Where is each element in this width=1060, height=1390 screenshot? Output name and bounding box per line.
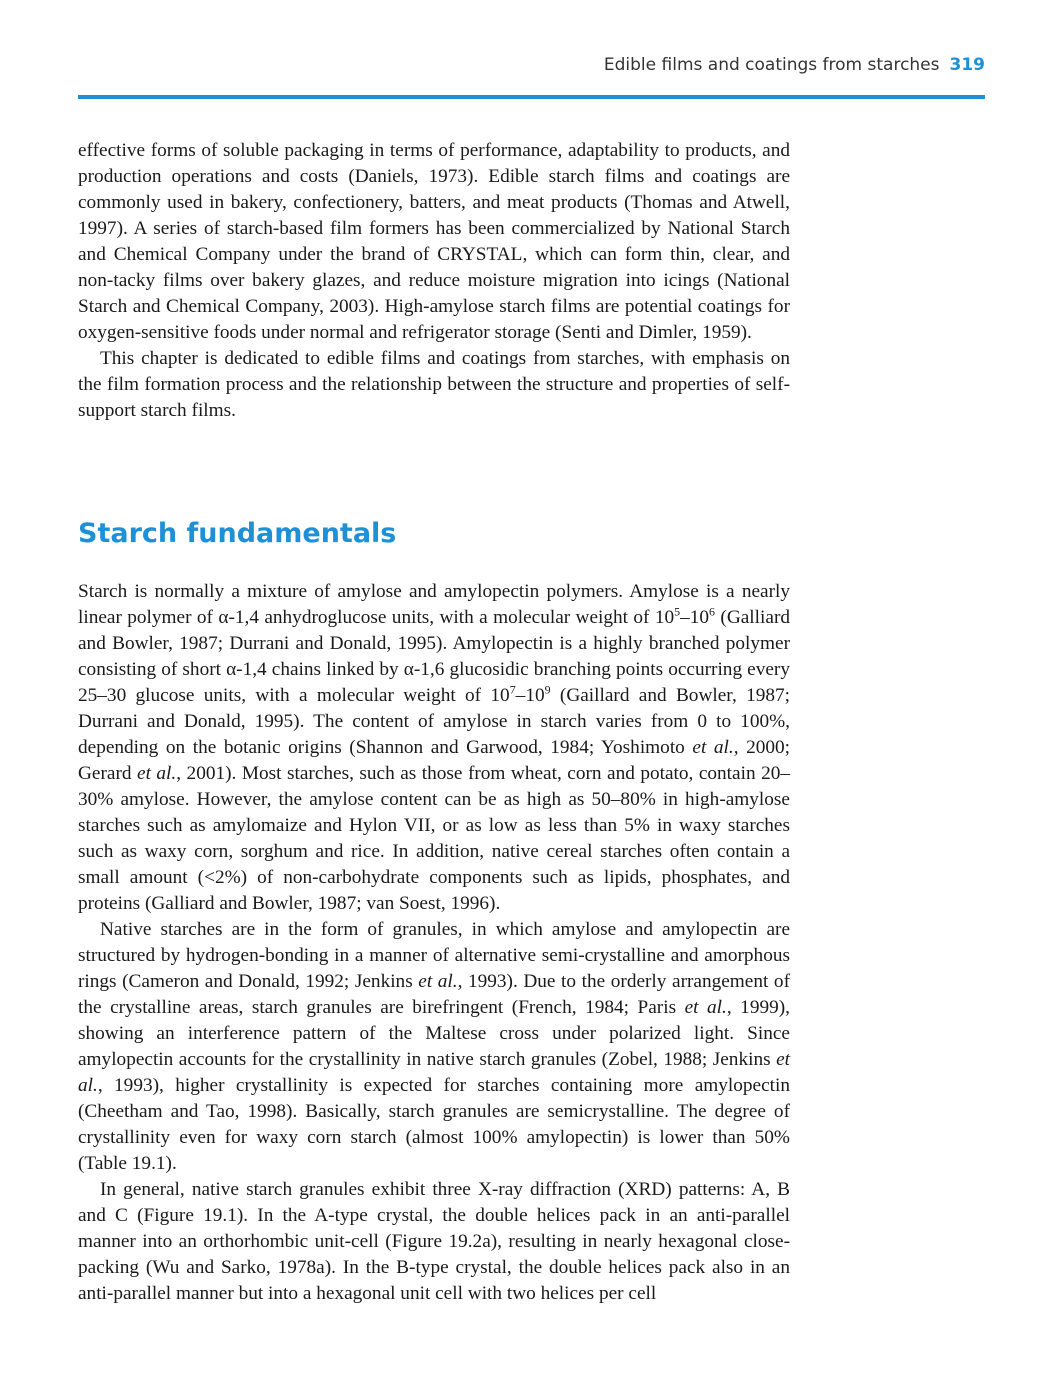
intro-paragraph-2: This chapter is dedicated to edible films and coatings from starches, with emphasis on the film formation process and the relationship between the structure and properties of self-support starch films. <box>78 348 790 421</box>
text-run: (Gaillard and Bowler, 1987; Durrani and Donald, 1995). The content of amylose in starch varies from 0 to 100%, depending on the botanic origins (Shannon and Garwood, 1984; Yoshimoto <box>78 685 790 758</box>
text-run: –10 <box>680 607 710 628</box>
intro-text <box>78 138 790 424</box>
et-al-italic: et al. <box>78 1049 790 1096</box>
text-run: , 2000; Gerard <box>78 737 790 784</box>
section-body <box>78 579 790 1307</box>
running-head <box>604 55 985 75</box>
section-paragraph-1 <box>78 579 790 917</box>
exponent: 9 <box>544 682 551 697</box>
et-al-italic: et al. <box>137 763 177 784</box>
section-paragraph-2 <box>78 917 790 1177</box>
header-rule <box>78 95 985 99</box>
text-run: , 1993). Due to the orderly arrangement of the crystalline areas, starch granules are birefringent (French, 1984; Paris <box>78 971 790 1018</box>
intro-paragraph-1: effective forms of soluble packaging in terms of performance, adaptability to products, and production operations and costs (Daniels, 1973). Edible starch films and coatings are commonly used in bakery, confectionery, batters, and meat products (Thomas and Atwell, 1997). A series of starch-based film formers has been commercialized by National Starch and Chemical Company under the brand of CRYSTAL, which can form thin, clear, and non-tacky films over bakery glazes, and reduce moisture migration into icings (National Starch and Chemical Company, 2003). High-amylose starch films are potential coatings for oxygen-sensitive foods under normal and refrigerator storage (Senti and Dimler, 1959). <box>78 140 790 343</box>
text-run: (Galliard and Bowler, 1987; Durrani and Donald, 1995). Amylopectin is a highly branched polymer consisting of short α-1,4 chains linked by α-1,6 glucosidic branching points occurring every 25–30 glucose units, with a molecular weight of 10 <box>78 607 791 706</box>
running-title: Edible films and coatings from starches <box>603 55 940 75</box>
exponent: 6 <box>709 604 716 619</box>
page-number: 319 <box>949 55 985 75</box>
et-al-italic: et al. <box>684 997 727 1018</box>
et-al-italic: et al. <box>418 971 458 992</box>
et-al-italic: et al. <box>692 737 734 758</box>
section-heading: Starch fundamentals <box>78 518 397 549</box>
exponent: 7 <box>509 682 516 697</box>
text-run: , 2001). Most starches, such as those from wheat, corn and potato, contain 20–30% amylose. However, the amylose content can be as high as 50–80% in high-amylose starches such as amylomaize and Hylon VII, or as low as less than 5% in waxy starches such as waxy corn, sorghum and rice. In addition, native cereal starches often contain a small amount (<2%) of non-carbohydrate components such as lipids, phosphates, and proteins (Galliard and Bowler, 1987; van Soest, 1996). <box>78 763 790 914</box>
section-paragraph-3: In general, native starch granules exhibit three X-ray diffraction (XRD) patterns: A, B and C (Figure 19.1). In the A-type crystal, the double helices pack in an anti-parallel manner into an orthorhombic unit-cell (Figure 19.2a), resulting in nearly hexagonal close-packing (Wu and Sarko, 1978a). In the B-type crystal, the double helices pack also in an anti-parallel manner but into a hexagonal unit cell with two helices per cell <box>78 1179 790 1304</box>
text-run: , 1993), higher crystallinity is expected for starches containing more amylopectin (Cheetham and Tao, 1998). Basically, starch granules are semicrystalline. The degree of crystallinity even for waxy corn starch (almost 100% amylopectin) is lower than 50% (Table 19.1). <box>78 1075 790 1174</box>
text-run: Native starches are in the form of granules, in which amylose and amylopectin are structured by hydrogen-bonding in a manner of alternative semi-crystalline and amorphous rings (Cameron and Donald, 1992; Jenkins <box>78 919 790 992</box>
text-run: , 1999), showing an interference pattern of the Maltese cross under polarized light. Since amylopectin accounts for the crystallinity in native starch granules (Zobel, 1988; Jenkins <box>78 997 790 1070</box>
exponent: 5 <box>674 604 681 619</box>
text-run: –10 <box>515 685 545 706</box>
text-run: Starch is normally a mixture of amylose and amylopectin polymers. Amylose is a nearly linear polymer of α-1,4 anhydroglucose units, with a molecular weight of 10 <box>78 581 790 628</box>
